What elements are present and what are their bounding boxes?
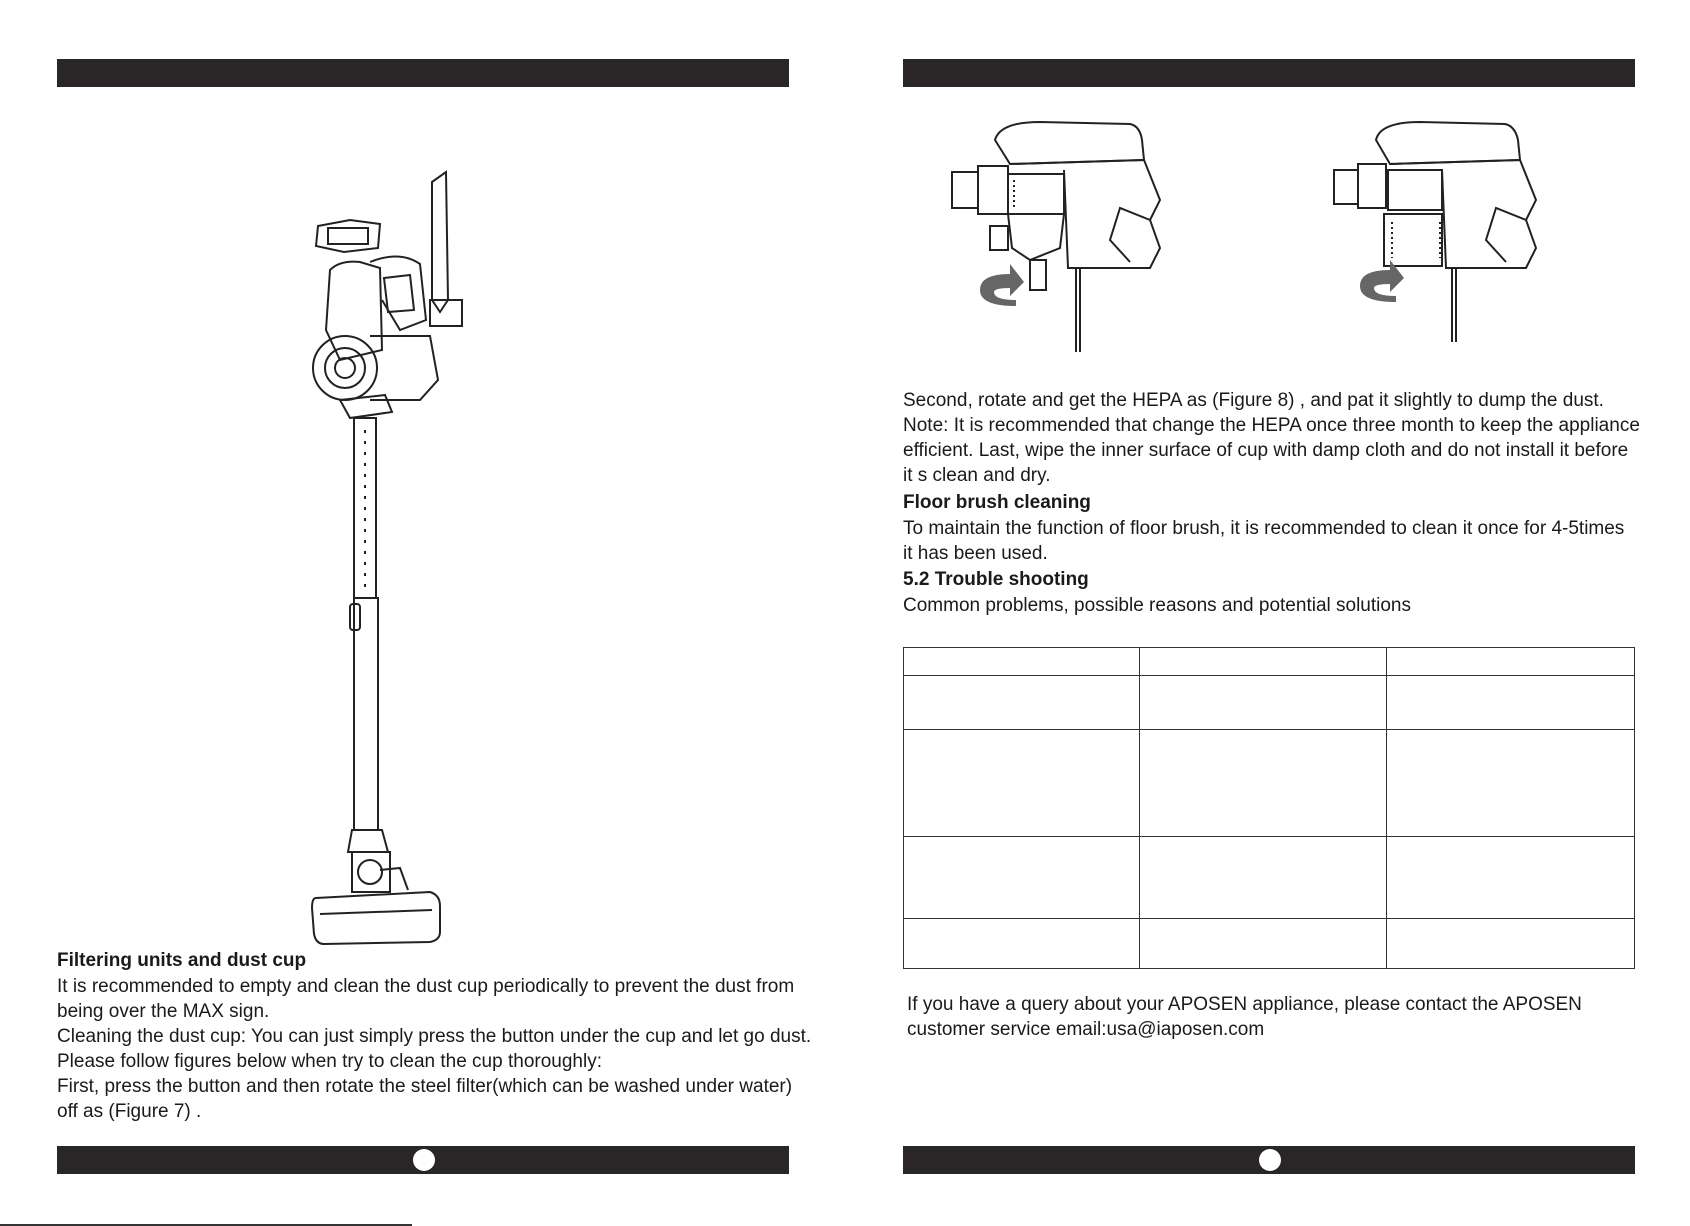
trouble-shooting-heading: 5.2 Trouble shooting (903, 569, 1089, 590)
trouble-shooting-table (903, 647, 1635, 969)
left-para3-line2: off as (Figure 7) . (57, 1101, 202, 1122)
right-para1-line1: Second, rotate and get the HEPA as (Figure 8) , and pat it slightly to dump the dust. (903, 390, 1604, 411)
left-para1-line2: being over the MAX sign. (57, 1001, 270, 1022)
table-row-divider (904, 918, 1634, 919)
table-col-divider (1386, 648, 1387, 968)
table-row-divider (904, 836, 1634, 837)
right-para1-line3: efficient. Last, wipe the inner surface of cup with damp cloth and do not install it before (903, 440, 1629, 461)
floor-brush-line2: it has been used. (903, 543, 1048, 564)
filtering-heading: Filtering units and dust cup (57, 950, 307, 971)
contact-line2: customer service email:usa@iaposen.com (907, 1019, 1265, 1040)
floor-brush-line1: To maintain the function of floor brush, it is recommended to clean it once for 4-5times (903, 518, 1625, 539)
table-row-divider (904, 675, 1634, 676)
right-para1-line2: Note: It is recommended that change the HEPA once three month to keep the appliance (903, 415, 1640, 436)
left-para1-line1: It is recommended to empty and clean the dust cup periodically to prevent the dust from (57, 976, 795, 997)
left-para3-line1: First, press the button and then rotate the steel filter(which can be washed under water) (57, 1076, 793, 1097)
contact-line1: If you have a query about your APOSEN appliance, please contact the APOSEN (907, 994, 1582, 1015)
floor-brush-heading: Floor brush cleaning (903, 492, 1091, 513)
trouble-shooting-line: Common problems, possible reasons and potential solutions (903, 595, 1411, 616)
right-para1-line4: it s clean and dry. (903, 465, 1051, 486)
right-page-number-dot (1259, 1149, 1281, 1171)
left-para2-line2: Please follow figures below when try to clean the cup thoroughly: (57, 1051, 602, 1072)
left-para2-line1: Cleaning the dust cup: You can just simply press the button under the cup and let go dust. (57, 1026, 812, 1047)
table-row-divider (904, 729, 1634, 730)
table-col-divider (1139, 648, 1140, 968)
